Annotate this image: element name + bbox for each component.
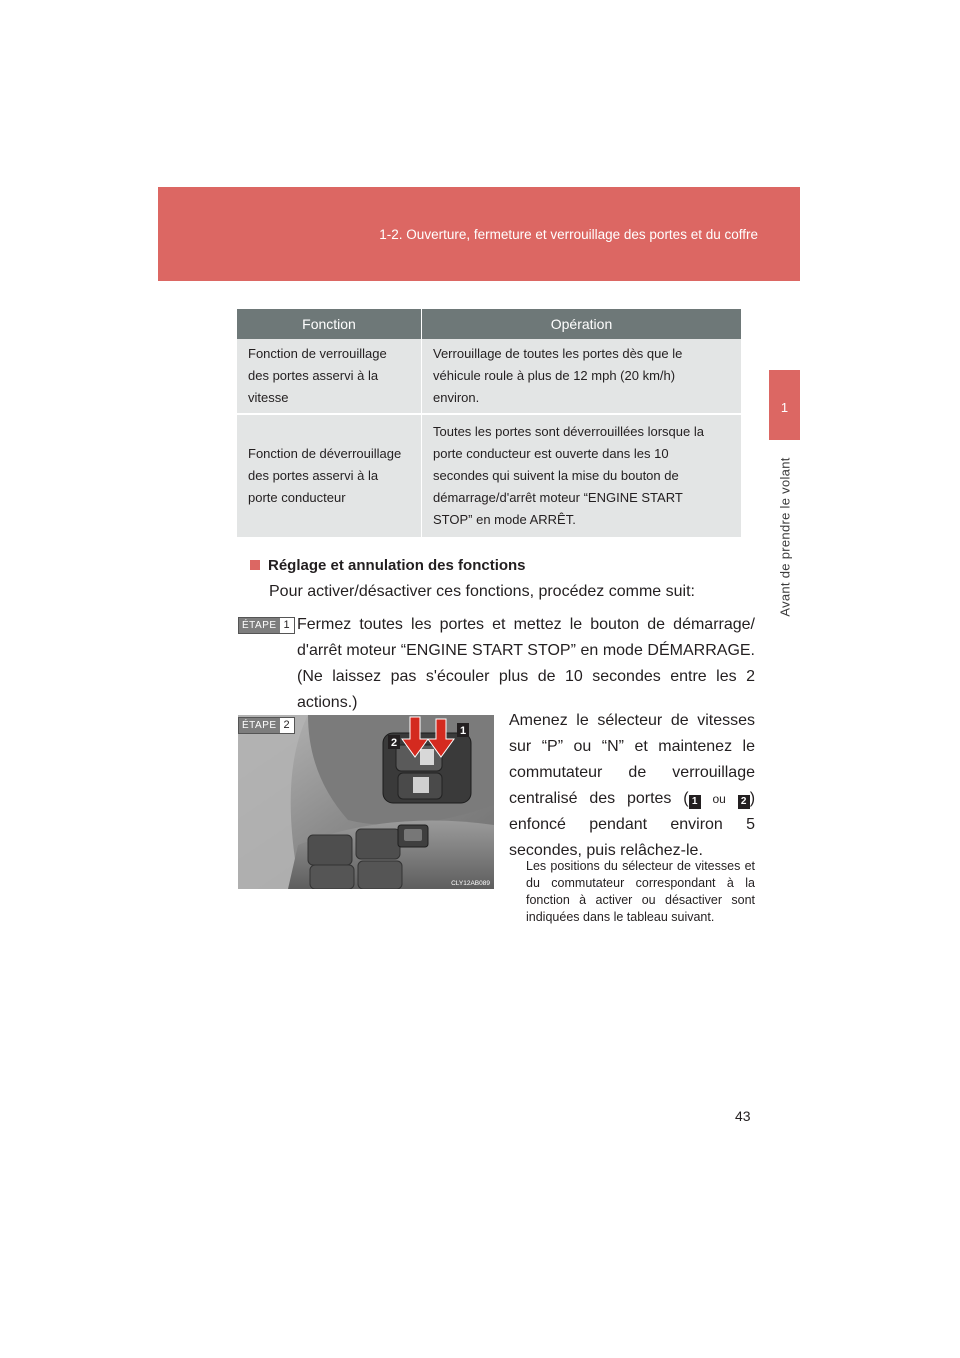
table-cell-fonction: [237, 339, 422, 414]
cell-line: véhicule roule à plus de 12 mph (20 km/h): [433, 368, 676, 383]
section-intro: Pour activer/désactiver ces fonctions, procédez comme suit:: [269, 583, 695, 600]
cell-line: porte conducteur est ouverte dans les 10: [433, 446, 669, 461]
chapter-side-label: [775, 458, 795, 616]
table-cell-operation: [422, 414, 742, 537]
step-badge-word: ÉTAPE: [239, 718, 280, 733]
table-header-operation: Opération: [422, 309, 742, 339]
table-row: [237, 339, 741, 414]
step-2-text: [509, 708, 755, 864]
cell-line: vitesse: [248, 390, 289, 405]
table-header-fonction: Fonction: [237, 309, 422, 339]
function-table: [237, 309, 741, 537]
reference-number-1: 1: [689, 795, 701, 809]
table-cell-operation: [422, 339, 742, 414]
step-badge-word: ÉTAPE: [239, 618, 280, 633]
step-2-text-before: Amenez le sélecteur de vitesses sur “P” ou “N” et maintenez le commutateur de verrouillage centralisé des portes (: [509, 712, 755, 807]
door-lock-switch-illustration: [238, 715, 494, 889]
step-badge-number: 2: [283, 719, 290, 731]
chapter-header-band: [158, 187, 800, 281]
chapter-number: 1: [780, 400, 789, 415]
or-word: ou: [712, 792, 726, 806]
section-heading: [250, 557, 526, 574]
cell-line: Toutes les portes sont déverrouillées lorsque la: [433, 424, 704, 439]
section-title-header: 1-2. Ouverture, fermeture et verrouillage des portes et du coffre: [379, 227, 758, 242]
chapter-label-text: Avant de prendre le volant: [777, 457, 793, 617]
cell-line: STOP” en mode ARRÊT.: [433, 512, 576, 527]
table-cell-fonction: [237, 414, 422, 537]
section-square-icon: [250, 560, 260, 570]
illustration-callout-2: 2: [390, 737, 398, 749]
cell-line: Verrouillage de toutes les portes dès que le: [433, 346, 683, 361]
reference-number-2: 2: [738, 795, 750, 809]
step-badge-number: 1: [283, 619, 290, 631]
cell-line: Fonction de déverrouillage: [248, 446, 402, 461]
page-number: 43: [735, 1108, 751, 1124]
illustration-callout-1: 1: [459, 725, 467, 737]
step-1-badge: [238, 617, 295, 634]
step-2-badge: [238, 717, 295, 734]
chapter-tab: [769, 370, 800, 440]
illustration-code: CLY12AB089: [451, 880, 490, 887]
cell-line: des portes asservi à la: [248, 468, 379, 483]
section-heading-text: Réglage et annulation des fonctions: [268, 557, 526, 574]
step-2-text-after: ) enfoncé pendant environ 5 secondes, puis relâchez-le.: [509, 790, 756, 859]
cell-line: secondes qui suivent la mise du bouton de: [433, 468, 679, 483]
step-2-note: Les positions du sélecteur de vitesses et du commutateur correspondant à la fonction à activer ou désactiver sont indiquées dans le tableau suivant.: [526, 859, 755, 924]
cell-line: démarrage/d'arrêt moteur “ENGINE START: [433, 490, 683, 505]
cell-line: des portes asservi à la: [248, 368, 379, 383]
table-row: [237, 414, 741, 537]
step-1-text: Fermez toutes les portes et mettez le bouton de démarrage/ d'arrêt moteur “ENGINE START STOP” en mode DÉMARRAGE. (Ne laissez pas s'écouler plus de 10 secondes entre les 2 actions.): [297, 616, 755, 711]
cell-line: porte conducteur: [248, 490, 346, 505]
cell-line: Fonction de verrouillage: [248, 346, 387, 361]
cell-line: environ.: [433, 390, 480, 405]
